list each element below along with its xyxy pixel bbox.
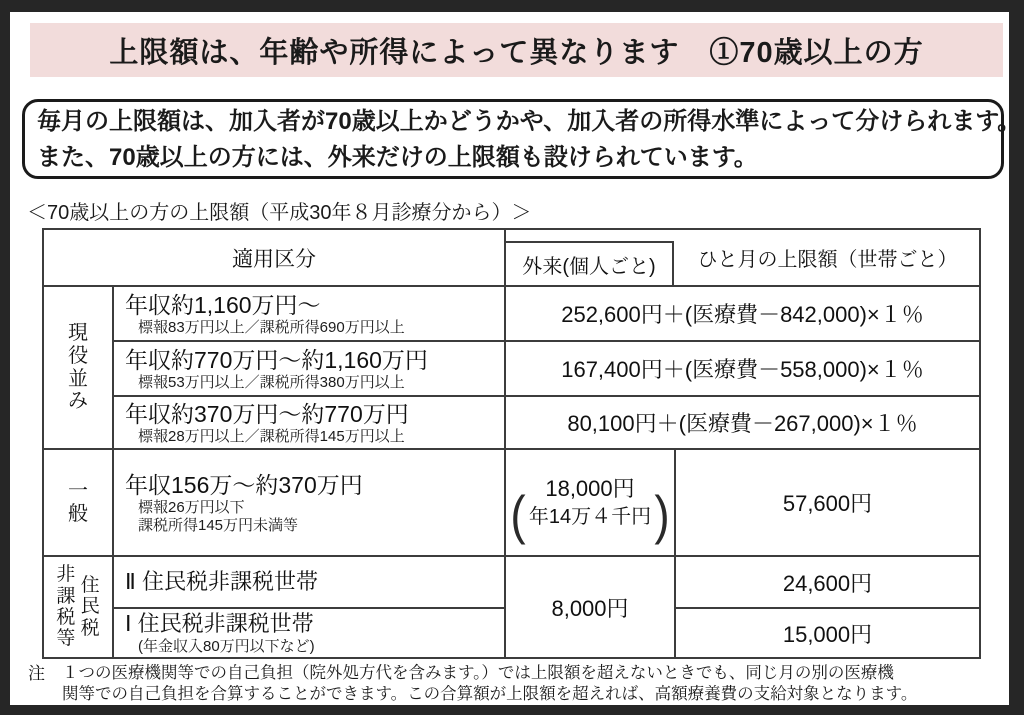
category-row-exempt-2 [114,557,504,607]
group-label-exempt-left: 非課税等 [56,564,76,650]
income-detail: 課税所得145万円未満等 [138,516,299,534]
income-range: 年収156万～約370万円 [125,471,363,498]
header-monthly: ひと月の上限額（世帯ごと） [697,249,958,271]
category-row-2 [114,342,504,395]
group-label-active [44,287,112,448]
income-range: 年収約370万円～約770万円 [125,400,409,427]
income-range: 年収約770万円～約1,160万円 [125,346,428,373]
footnote-body [62,663,917,705]
right-paren-glyph: ) [654,484,670,545]
formula-row-3: 80,100円＋(医療費－267,000)×１％ [506,397,979,448]
table-caption: ＜70歳以上の方の上限額（平成30年８月診療分から）＞ [27,202,532,224]
group-label-general [44,450,112,555]
category-row-general [114,450,504,555]
header-right [506,230,979,285]
limits-table [42,228,981,659]
monthly-limit-exempt-2: 24,600円 [676,557,979,607]
category-row-exempt-1 [114,609,504,657]
footnote [28,663,1003,705]
category-row-3 [114,397,504,448]
intro-line-2: また、70歳以上の方には、外来だけの上限額も設けられています。 [37,144,758,171]
footnote-line-1: １つの医療機関等での自己負担（院外処方代を含みます。）では上限額を超えないときでも、同じ月の別の医療機 [62,664,894,682]
category-row-1 [114,287,504,340]
formula-row-1: 252,600円＋(医療費－842,000)×１％ [506,287,979,340]
income-range: 年収約1,160万円～ [125,291,321,318]
header-category: 適用区分 [44,230,504,285]
outpatient-annual: 年14万４千円 [528,505,652,528]
left-paren-glyph: ( [510,484,526,545]
outpatient-general-cell [506,450,674,555]
intro-line-1: 毎月の上限額は、加入者が70歳以上かどうかや、加入者の所得水準によって分けられます。 [37,108,1022,135]
title-bar [30,23,1003,77]
outpatient-exempt-cell: 8,000円 [506,557,674,657]
header-outpatient-box: 外来(個人ごと) [504,241,674,287]
group-label-active-text: 現役並み [67,322,88,413]
footnote-line-2: 関等での自己負担を合算することができます。この合算額が上限額を超えれば、高額療養費の支給対象となります。 [62,685,918,703]
category-label: Ⅰ 住民税非課税世帯 [125,611,314,636]
footnote-label: 注 [28,664,45,683]
group-label-general-text: 一般 [67,479,88,525]
page-title: 上限額は、年齢や所得によって異なります ①70歳以上の方 [109,36,924,69]
intro-box [22,99,1022,179]
category-label: Ⅱ 住民税非課税世帯 [125,569,318,594]
monthly-limit-general: 57,600円 [676,450,979,555]
income-detail: 標報28万円以上／課税所得145万円以上 [138,427,405,445]
group-label-exempt [44,557,112,657]
income-detail: 標報53万円以上／課税所得380万円以上 [138,373,405,391]
income-detail: 標報83万円以上／課税所得690万円以上 [138,318,405,336]
formula-row-2: 167,400円＋(医療費－558,000)×１％ [506,342,979,395]
category-detail: (年金収入80万円以下など) [138,638,315,655]
outpatient-amount: 18,000円 [545,475,635,501]
income-detail: 標報26万円以下 [138,498,245,516]
monthly-limit-exempt-1: 15,000円 [676,609,979,657]
group-label-exempt-right: 住民税 [80,574,100,639]
